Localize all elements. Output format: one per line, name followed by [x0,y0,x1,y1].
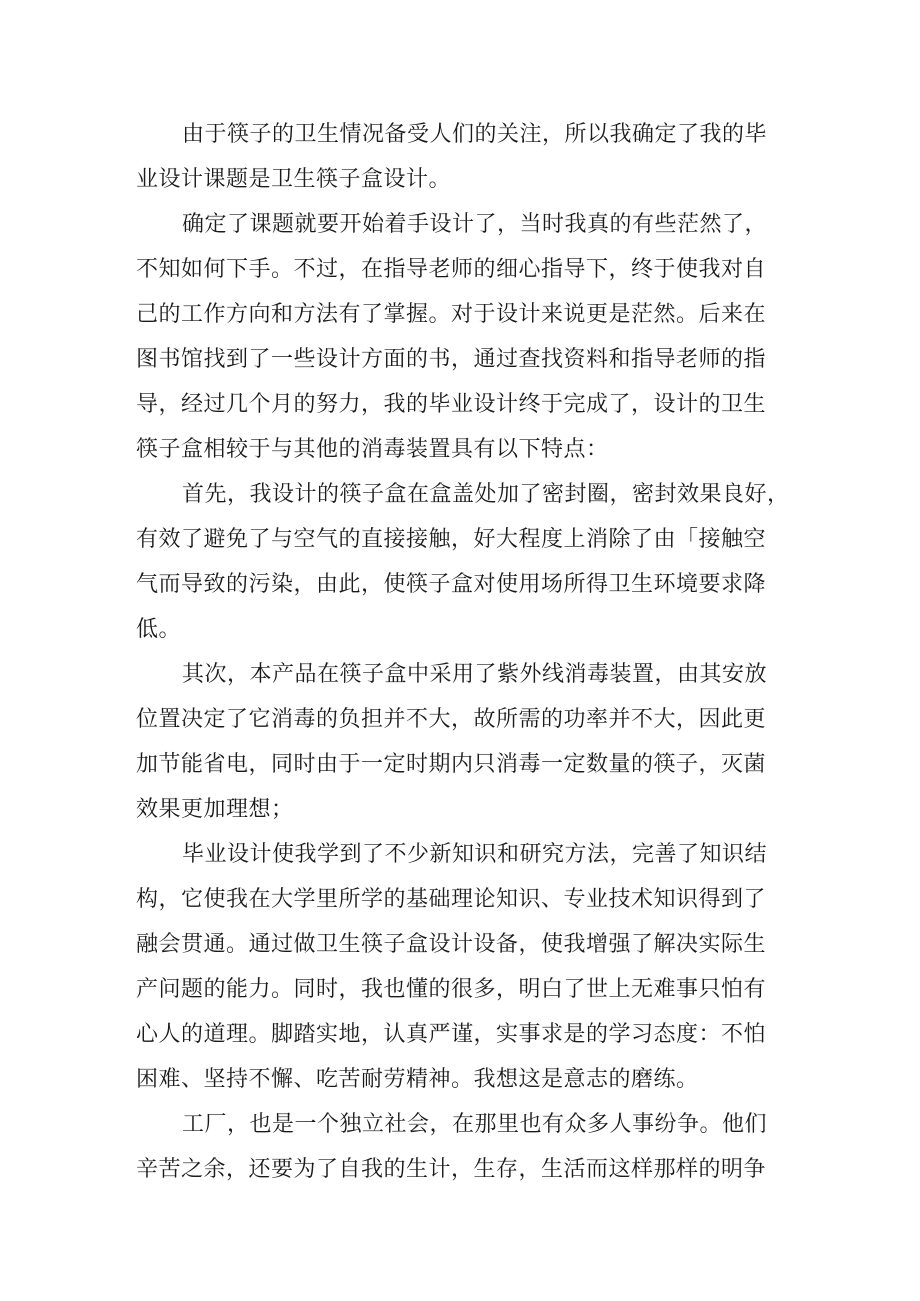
document-body [136,112,796,1192]
text-line: 毕业设计使我学到了不少新知识和研究方法，完善了知识结 [182,842,768,867]
paragraph-5 [136,832,796,1102]
text-line: 图书馆找到了一些设计方面的书，通过查找资料和指导老师的指 [136,347,767,372]
text-line: 效果更加理想； [136,797,294,822]
paragraph-4 [136,652,796,832]
text-line: 困难、坚持不懈、吃苦耐劳精神。我想这是意志的磨练。 [136,1067,699,1092]
text-line: 确定了课题就要开始着手设计了，当时我真的有些茫然了， [182,212,768,237]
text-line: 首先，我设计的筷子盒在盒盖处加了密封圈，密封效果良好， [182,482,790,507]
text-line: 工厂，也是一个独立社会，在那里也有众多人事纷争。他们 [182,1112,768,1137]
text-line: 有效了避免了与空气的直接接触，好大程度上消除了由「接触空 [136,527,767,552]
text-line: 不知如何下手。不过，在指导老师的细心指导下，终于使我对自 [136,257,767,282]
text-line: 加节能省电，同时由于一定时期内只消毒一定数量的筷子，灭菌 [136,752,767,777]
paragraph-3 [136,472,796,652]
text-line: 其次，本产品在筷子盒中采用了紫外线消毒装置，由其安放 [182,662,768,687]
text-line: 由于筷子的卫生情况备受人们的关注，所以我确定了我的毕 [182,122,768,147]
paragraph-1 [136,112,796,202]
text-line: 低。 [136,617,182,642]
text-line: 导，经过几个月的努力，我的毕业设计终于完成了，设计的卫生 [136,392,767,417]
text-line: 构，它使我在大学里所学的基础理论知识、专业技术知识得到了 [136,887,767,912]
text-line: 气而导致的污染，由此，使筷子盒对使用场所得卫生环境要求降 [136,572,767,597]
text-line: 融会贯通。通过做卫生筷子盒设计设备，使我增强了解决实际生 [136,932,767,957]
text-line: 心人的道理。脚踏实地，认真严谨，实事求是的学习态度：不怕 [136,1022,767,1047]
paragraph-6 [136,1102,796,1192]
paragraph-2 [136,202,796,472]
text-line: 己的工作方向和方法有了掌握。对于设计来说更是茫然。后来在 [136,302,767,327]
text-line: 辛苦之余，还要为了自我的生计，生存，生活而这样那样的明争 [136,1157,767,1182]
text-line: 业设计课题是卫生筷子盒设计。 [136,167,452,192]
text-line: 位置决定了它消毒的负担并不大，故所需的功率并不大，因此更 [136,707,767,732]
text-line: 产问题的能力。同时，我也懂的很多，明白了世上无难事只怕有 [136,977,767,1002]
text-line: 筷子盒相较于与其他的消毒装置具有以下特点： [136,437,609,462]
